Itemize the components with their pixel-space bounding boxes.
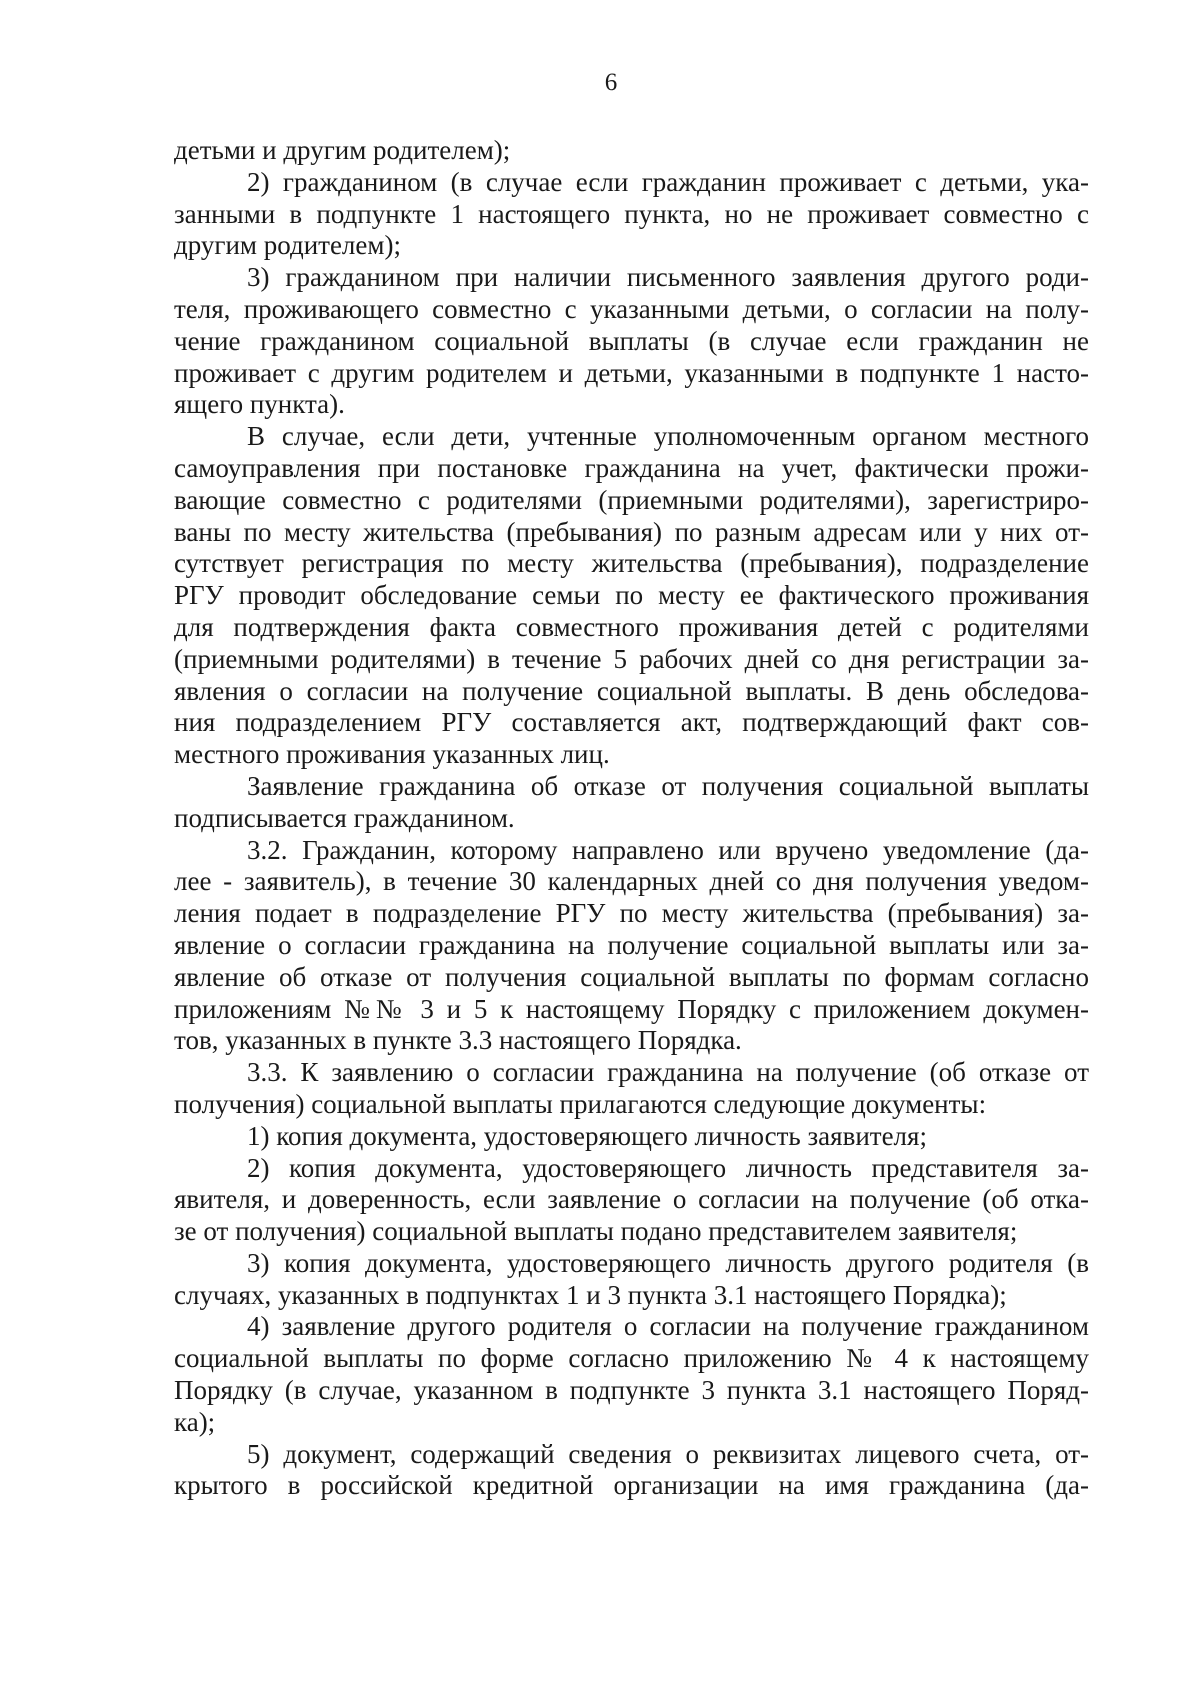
text-line: социальной выплаты по форме согласно приложению № 4 к настоящему: [174, 1343, 1089, 1374]
text-line: местного проживания указанных лиц.: [174, 739, 610, 770]
text-line: 3.3. К заявлению о согласии гражданина на получение (об отказе от: [247, 1057, 1089, 1088]
text-line: занными в подпункте 1 настоящего пункта, но не проживает совместно с: [174, 198, 1089, 229]
text-line: другим родителем);: [174, 230, 401, 261]
text-line: ка);: [174, 1406, 216, 1437]
text-line: случаях, указанных в подпунктах 1 и 3 пункта 3.1 настоящего Порядка);: [174, 1279, 1007, 1310]
text-line: явление об отказе от получения социальной выплаты по формам согласно: [174, 961, 1089, 992]
text-line: чение гражданином социальной выплаты (в случае если гражданин не: [174, 325, 1089, 356]
text-line: Порядку (в случае, указанном в подпункте 3 пункта 3.1 настоящего Поряд-: [174, 1375, 1089, 1406]
text-line: получения) социальной выплаты прилагаются следующие документы:: [174, 1088, 987, 1119]
text-line: (приемными родителями) в течение 5 рабочих дней со дня регистрации за-: [174, 643, 1089, 674]
text-line: 3) копия документа, удостоверяющего личность другого родителя (в: [247, 1247, 1089, 1278]
text-line: вающие совместно с родителями (приемными родителями), зарегистриро-: [174, 484, 1089, 515]
text-line: детьми и другим родителем);: [174, 135, 511, 165]
page-number: 6: [604, 69, 618, 96]
text-line: крытого в российской кредитной организации на имя гражданина (да-: [174, 1470, 1089, 1501]
text-line: ящего пункта).: [174, 389, 345, 420]
text-line: приложениям №№ 3 и 5 к настоящему Порядку с приложением докумен-: [174, 993, 1089, 1024]
text-line: В случае, если дети, учтенные уполномоченным органом местного: [247, 421, 1089, 452]
text-line: подписывается гражданином.: [174, 802, 515, 833]
text-line: зе от получения) социальной выплаты подано представителем заявителя;: [174, 1216, 1018, 1247]
text-line: 1) копия документа, удостоверяющего личность заявителя;: [247, 1120, 927, 1151]
text-line: явления о согласии на получение социальной выплаты. В день обследова-: [174, 675, 1089, 706]
text-line: 4) заявление другого родителя о согласии на получение гражданином: [247, 1311, 1089, 1342]
body-text: [174, 135, 1089, 1502]
text-line: ния подразделением РГУ составляется акт, подтверждающий факт сов-: [174, 707, 1089, 738]
text-line: теля, проживающего совместно с указанными детьми, о согласии на полу-: [174, 293, 1089, 324]
text-line: тов, указанных в пункте 3.3 настоящего Порядка.: [174, 1025, 742, 1056]
text-line: 5) документ, содержащий сведения о реквизитах лицевого счета, от-: [247, 1438, 1089, 1469]
text-line: 2) гражданином (в случае если гражданин проживает с детьми, ука-: [247, 166, 1089, 197]
text-line: 3) гражданином при наличии письменного заявления другого роди-: [247, 262, 1089, 293]
text-line: ления подает в подразделение РГУ по месту жительства (пребывания) за-: [174, 898, 1089, 929]
text-line: 2) копия документа, удостоверяющего личность представителя за-: [247, 1152, 1089, 1183]
text-line: сутствует регистрация по месту жительства (пребывания), подразделение: [174, 548, 1089, 579]
text-line: явление о согласии гражданина на получение социальной выплаты или за-: [174, 929, 1089, 960]
text-line: проживает с другим родителем и детьми, указанными в подпункте 1 насто-: [174, 357, 1089, 388]
text-line: Заявление гражданина об отказе от получения социальной выплаты: [247, 770, 1089, 801]
text-line: явителя, и доверенность, если заявление о согласии на получение (об отка-: [174, 1184, 1089, 1215]
text-line: РГУ проводит обследование семьи по месту ее фактического проживания: [174, 580, 1089, 611]
text-line: лее - заявитель), в течение 30 календарных дней со дня получения уведом-: [174, 866, 1089, 897]
text-line: для подтверждения факта совместного проживания детей с родителями: [174, 611, 1089, 642]
text-line: самоуправления при постановке гражданина на учет, фактически прожи-: [174, 452, 1089, 483]
text-line: ваны по месту жительства (пребывания) по разным адресам или у них от-: [174, 516, 1089, 547]
text-line: 3.2. Гражданин, которому направлено или вручено уведомление (да-: [247, 834, 1089, 865]
